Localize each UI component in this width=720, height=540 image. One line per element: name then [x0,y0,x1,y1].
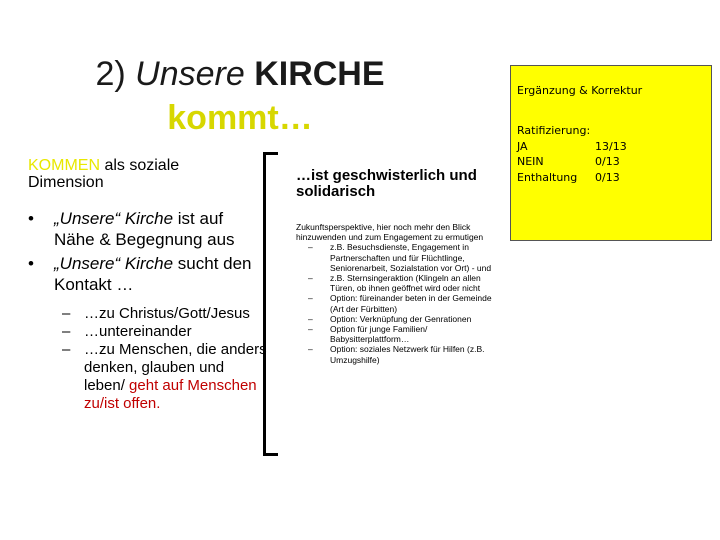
slide-title [60,52,420,140]
middle-list-item [296,344,500,364]
sub-list-text: …untereinander [84,323,192,340]
middle-list-text: Option für junge Familien/ Babysitterplattform… [330,324,428,345]
middle-list-text: z.B. Sternsingeraktion (Klingeln an allen Türen, ob ihnen geöffnet wird oder nicht [330,273,481,294]
ratification-row-value: 0/13 [595,155,620,168]
left-heading-line2: Dimension [28,174,104,191]
middle-list-text: Option: füreinander beten in der Gemeinde (Art der Fürbitten) [330,293,492,314]
bullet-kirche: „Unsere“ Kirche [54,209,174,228]
ratification-row [517,170,627,186]
middle-list-item [296,324,500,344]
dash-icon: – [62,305,71,322]
middle-list-text: Option: Verknüpfung der Genrationen [330,313,472,324]
middle-list-text: Option: soziales Netzwerk für Hilfen (z.B. Umzugshilfe) [330,344,485,365]
middle-heading: …ist geschwisterlich und solidarisch [296,167,477,200]
ratification-row-value: 13/13 [595,139,627,153]
ratification-box-header: Ergänzung & Korrektur [517,84,643,97]
ratification-row [517,139,627,155]
title-kommt: kommt… [167,99,313,137]
middle-list-item [296,242,500,273]
middle-list-item [296,314,500,324]
dash-icon: – [308,242,313,253]
title-number: 2) [95,55,126,93]
title-kirche: KIRCHE [254,55,385,93]
dash-icon: – [62,341,71,358]
left-heading [28,157,248,191]
sub-list-text: …zu Menschen, die anders denken, glauben und leben/ [84,341,267,394]
sub-list [62,305,268,413]
bullet-text: sucht den Kontakt … [54,254,252,294]
dash-icon: – [62,323,71,340]
bullet-item [28,253,268,295]
ratification-row [517,154,627,170]
middle-list-text: z.B. Besuchsdienste, Engagement in Partnerschaften und für Flüchtlinge, Seniorenarbeit, Sozialstation vor Ort) - und [330,242,492,273]
title-line-1 [60,52,420,96]
dash-icon: – [308,313,313,324]
left-bullets [28,208,268,413]
ratification-label: Ratifizierung: [517,124,591,137]
ratification-box [510,65,712,241]
bullet-kirche: „Unsere“ Kirche [54,254,174,273]
left-heading-keyword: KOMMEN [28,157,100,174]
sub-list-red-text: geht auf Menschen zu/ist offen. [84,377,257,412]
middle-list-item [296,293,500,313]
ratification-row-value: 0/13 [595,170,620,184]
ratification-row-label: Enthaltung [517,170,578,184]
bullet-dot-icon: • [28,254,34,273]
dash-icon: – [308,324,313,335]
bullet-dot-icon: • [28,209,34,228]
left-heading-rest: als soziale [104,157,180,174]
bullet-text: ist auf Nähe & Begegnung aus [54,209,235,249]
dash-icon: – [308,344,313,355]
ratification-row-label: NEIN [517,155,544,168]
sub-list-text: …zu Christus/Gott/Jesus [84,305,250,322]
ratification-row-label: JA [517,139,528,153]
sub-list-item [62,323,268,341]
bracket-divider [263,152,278,456]
sub-list-item [62,305,268,323]
middle-body [296,222,500,365]
sub-list-item [62,341,268,413]
title-unsere: Unsere [135,55,245,93]
dash-icon: – [308,293,313,304]
ratification-block [517,123,627,185]
middle-list-item [296,273,500,293]
middle-list [296,242,500,364]
bullet-item [28,208,268,250]
middle-intro: Zukunftsperspektive, hier noch mehr den Blick hinzuwenden und zum Engagement zu ermutigen [296,222,484,243]
dash-icon: – [308,273,313,284]
